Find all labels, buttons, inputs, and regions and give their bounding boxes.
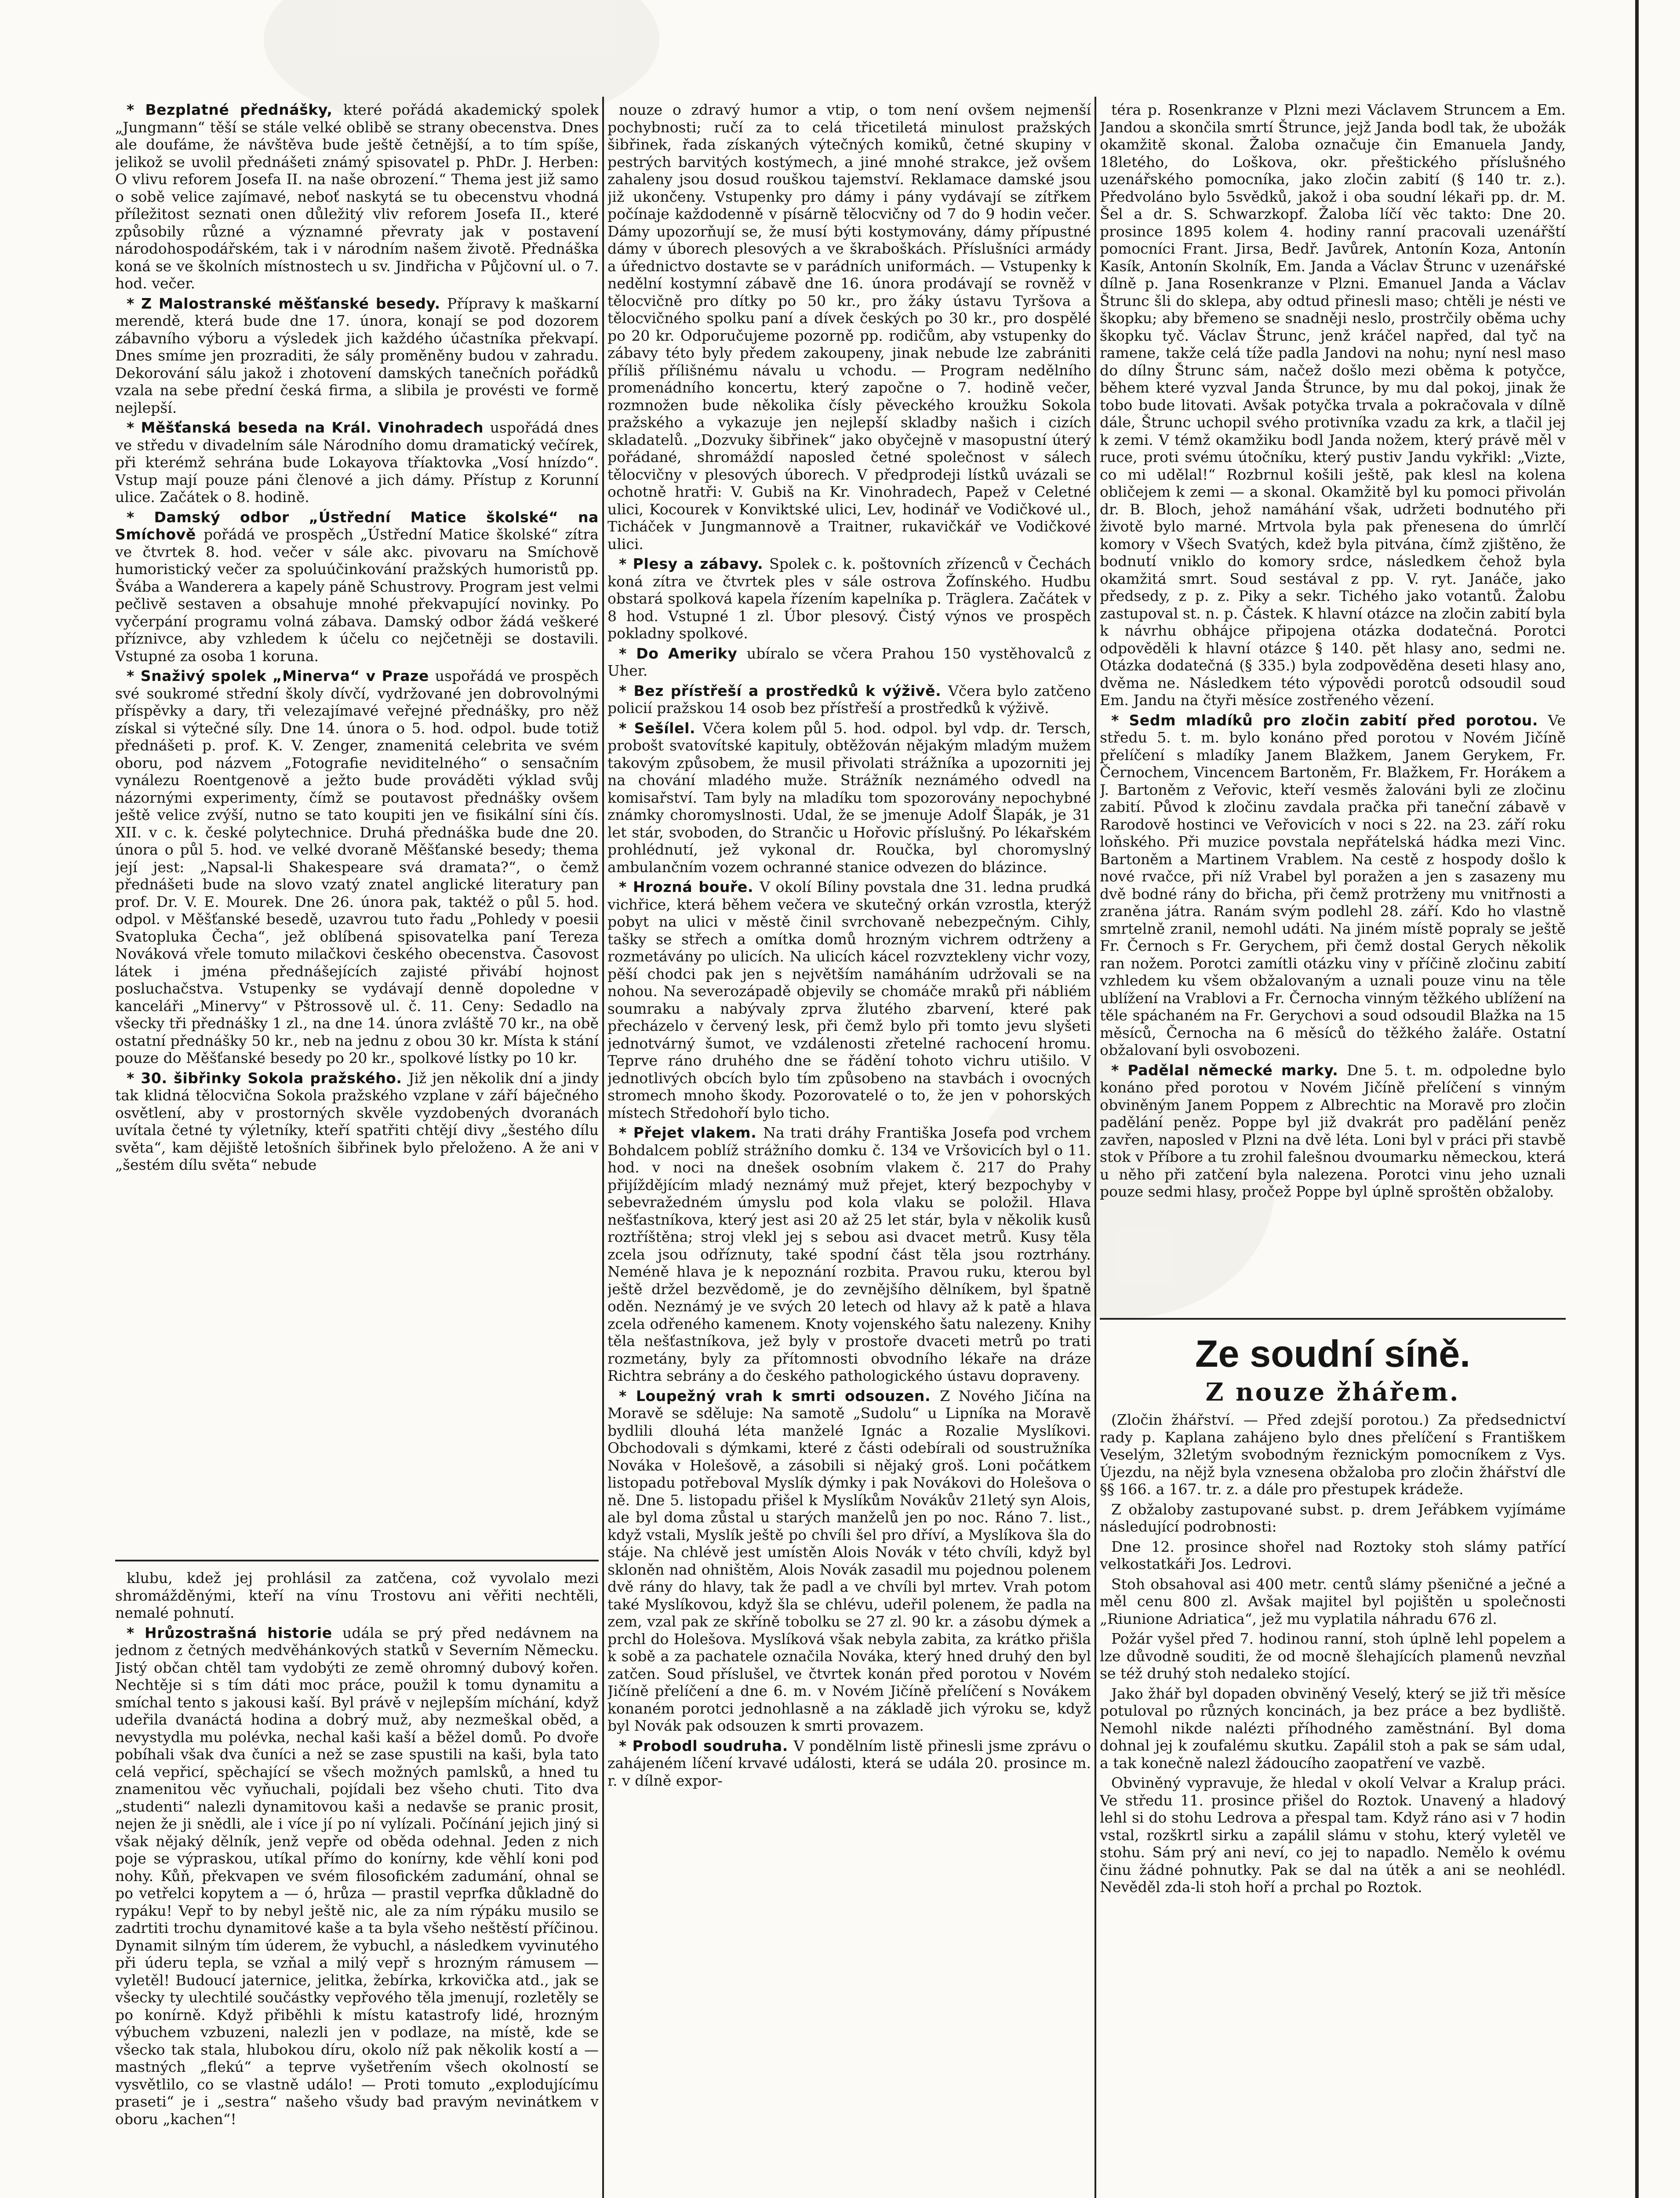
news-headline: * Sešílel. bbox=[619, 719, 703, 737]
news-headline: * Přejet vlakem. bbox=[619, 1124, 764, 1141]
news-text: Z obžaloby zastupované subst. p. drem Jeřábkem vyjímáme následující podrobnosti: bbox=[1100, 1500, 1566, 1535]
news-text: Dne 12. prosince shořel nad Roztoky stoh slámy patřící velkostatkáři Jos. Ledrovi. bbox=[1100, 1538, 1566, 1572]
column-3-court-section bbox=[1100, 1328, 1566, 2198]
news-text: (Zločin žhářství. — Před zdejší porotou.) Za předsednictví rady p. Kaplana zahájeno bylo dnes přelíčení s Františkem Veselým, 32letým svobodným řeznickým pomocníkem z Vys. Újezdu, na nějž byla vznesena obžaloba pro zločin žhářství dle §§ 166. a 167. tr. z. a dále pro přestupek krádeže. bbox=[1100, 1411, 1566, 1498]
news-headline: * Sedm mladíků pro zločin zabití před porotou. bbox=[1111, 711, 1548, 729]
news-item bbox=[115, 295, 599, 417]
news-item bbox=[1100, 101, 1566, 709]
news-headline: * Z Malostranské měšťanské besedy. bbox=[127, 295, 447, 312]
news-headline: * Hrozná bouře. bbox=[619, 878, 760, 895]
column-2 bbox=[607, 101, 1091, 2198]
news-text: uspořádá ve prospěch své soukromé střední školy dívčí, vydržované jen dobrovolnými příspěvky a dary, tři velezajímavé veřejné přednášky, pro něž získal si výtečné síly. Dne 14. února o 5. hod. odpol. bude totiž přednášeti p. prof. K. V. Zenger, znamenitá celebrita ve svém oboru, pod názvem „Fotografie neviditelného“ o sensačním vynálezu Roentgenově a ježto bude prováděti výklad svůj názornými experimenty, čímž se poutavost přednášky ovšem ještě velice zvýší, nutno se tato koupiti jen ve fisikální síni čís. XII. v c. k. české polytechnice. Druhá přednáška bude dne 20. února o půl 5. hod. ve velké dvoraně Měšťanské besedy; thema její jest: „Napsal-li Shakespeare svá dramata?“, o čemž přednášeti bude na slovo vzatý znatel anglické literatury pan prof. Dr. V. E. Mourek. Dne 26. února pak, taktéž o půl 5. hod. odpol. v Měšťanské besedě, uzavrou tuto řadu „Pohledy v poesii Svatopluka Čecha“, jež oblíbená spisovatelka paní Tereza Nováková vřele tomuto milačkovi českého obecenstva. Časovost látek i jména přednášejících zajisté přivábí hojnost posluchačstva. Vstupenky se vydávají denně dopoledne v kanceláři „Minervy“ v Pštrossově ul. č. 11. Ceny: Sedadlo na všecky tři přednášky 1 zl., na dne 14. února zvláště 70 kr., na obě ostatní přednášky 50 kr., neb na jednu z obou 30 kr. Místa k stání pouze do Měšťanské besedy po 20 kr., spolkové lístky po 10 kr. bbox=[115, 667, 599, 1066]
news-headline: * Padělal německé marky. bbox=[1111, 1061, 1347, 1079]
section-divider bbox=[1100, 1318, 1566, 1320]
news-item bbox=[115, 1569, 599, 1622]
news-headline: * Plesy a zábavy. bbox=[619, 555, 770, 572]
news-item bbox=[1100, 1774, 1566, 1896]
news-text: Včera kolem půl 5. hod. odpol. byl vdp. dr. Tersch, probošt svatovítské kapituly, obtěžován nějakým mladým mužem takovým způsobem, že musil přivolati strážníka a upozorniti jej na chování mladého muže. Strážník neznámého odvedl na komisařství. Tam byly na mladíku tom spozorovány nepochybné známky choromyslnosti. Udal, že se jmenuje Adolf Šlapák, je 31 let stár, svoboden, do Strančic u Hořovic příslušný. Po lékařském prohlédnutí, jež vykonal dr. Roučka, byl choromyslný ambulančním vozem ochranné stanice odvezen do blázince. bbox=[607, 719, 1091, 876]
news-text: Požár vyšel před 7. hodinou ranní, stoh úplně lehl popelem a lze důvodně souditi, že od mocně šlehajících plamenů nevzňal se též druhý stoh nedaleko stojící. bbox=[1100, 1630, 1566, 1682]
column-divider bbox=[1095, 97, 1096, 2198]
news-item bbox=[1100, 1062, 1566, 1201]
news-item bbox=[607, 101, 1091, 553]
news-headline: * Bez přístřeší a prostředků k výživě. bbox=[619, 682, 948, 699]
news-item bbox=[607, 720, 1091, 876]
news-item bbox=[1100, 1630, 1566, 1682]
news-item bbox=[607, 1387, 1091, 1735]
news-item bbox=[607, 645, 1091, 680]
news-text: Dne 5. t. m. odpoledne bylo konáno před porotou v Novém Jičíně přelíčení s vinným obviněným Janem Poppem z Albrechtic na Moravě pro zločin padělání peněz. Poppe byl již dvakrát pro padělání peněz zavřen, naposled v Plzni na dvě léta. Loni byl v práci při stavbě stok v Příbore a tu zrohil falešnou dvoumarku německou, která u něho při zatčení byla nalezena. Porotci vinu jeho uznali pouze sedmi hlasy, pročež Poppe byl úplně sproštěn obžaloby. bbox=[1100, 1061, 1566, 1200]
section-title: Ze soudní síně. bbox=[1195, 1333, 1470, 1375]
news-text: udála se prý před nedávnem na jednom z četných medvěhánkových statků v Severním Německu. Jistý občan chtěl tam vydobýti ze země ohromný dubový kořen. Nechtěje si s tím dáti moc práce, použil k tomu dynamitu a smíchal tento s jakousi kaší. Byl právě v nejlepším míchání, když udeřila dvanáctá hodina a dobrý muž, aby nezmeškal oběd, a nevystydla mu polévka, nechal kaši kaší a běžel domů. Po dvoře pobíhali však dva čuníci a než se zase spustili na kaši, byla tato celá vepřicí, spěchající se všech možných pamlsků, a hned tu znamenitou věc vyňuchali, pojídali bez všeho chuti. Tito dva „studenti“ nalezli dynamitovou kaši a nedavše se pranic prosit, nejen že ji snědli, ale i více jí po ní vylízali. Počínání jejich jiný si však nějaký dělník, jenž vepře od oběda odehnal. Jeden z nich poje se výpraskou, utíkal přímo do konírny, kde věhlí koni pod nohy. Kůň, překvapen ve svém filosofickém zadumání, ohnal se po vetřelci kopytem a — ó, hrůza — prastil veprfka důkladně do rypáku! Vepř to by nebyl ještě nic, ale za ním rýpáku musilo se zadrtiti trochu dynamitové kaše a ta byla všeho neštěstí příčinou. Dynamit silným tím úderem, že vybuchl, a následkem vyvinutého při úderu tepla, se vzňal a milý vepř s hrozným rámusem — vyletěl! Budoucí jaternice, jelitka, žebírka, krkovička atd., jak se všecky ty ulechtilé součástky vepřového těla jmenují, rozletěly se po konírně. Když přiběhli k místu katastrofy lidé, hrozným výbuchem vzbuzeni, nalezli jen v podlaze, na místě, kde se všecko tak stala, hlubokou díru, okolo níž pak několik kostí a — mastných „flekú“ a teprve vyšetřením všech okolností se vysvětlilo, co se vlastně událo! — Proti tomuto „explodujícímu praseti“ je i „sestra“ našeho všudy bad pravým nevinátkem v oboru „kachen“! bbox=[115, 1624, 599, 2128]
news-text: Na trati dráhy Františka Josefa pod vrchem Bohdalcem poblíž strážního domku č. 134 ve Vršovicích byl o 11. hod. v noci na dnešek osobním vlakem č. 217 do Prahy přijíždějícím mladý neznámý muž přejet, který bezpochyby v sebevražedném úmyslu pod kola vlaku se položil. Hlava nešťastníkova, který jest asi 20 až 25 let stár, byla v několik kusů roztříštěna; stroj vlekl jej s sebou asi dvacet metrů. Kusy těla zcela jsou odříznuty, také spodní část těla jsou roztrhány. Neméně hlava je k nepoznání rozbita. Pravou ruku, kterou byl ještě držel bezvědomě, je do zevnějšího dělníkem, byl špatně oděn. Neznámý je ve svých 20 letech od hlavy až k patě a hlava zcela odřeného kamenem. Knoty vojenského šatu nalezeny. Knihy těla nešťastníkova, jež byly v prostoře dvaceti metrů po trati rozmetány, byly za přítomnosti obvodního lékaře na dráze Richtra sebrány a do českého pathologického ústavu dopraveny. bbox=[607, 1124, 1091, 1384]
news-text: Již jen několik dní a jindy tak klidná tělocvična Sokola pražského vzplane v září báječného osvětlení, aby v prostorných skvěle vyzdobených dvoranách uvítala četné ty výletníky, kteří spatřiti chtějí divy „šestého dílu světa“, kam dějiště letošních šibřinek bylo přeloženo. A že ani v „šestém dílu světa“ nebude bbox=[115, 1069, 599, 1173]
news-text: Z Nového Jičína na Moravě se sděluje: Na samotě „Sudolu“ u Lipníka na Moravě bydlili dlouhá léta manželé Ignác a Rozalie Myslíkovi. Obchodovali s dýmkami, které z části odebírali od soustružníka Nováka v Holešově, a zásobili si nějaký groš. Loni počátkem listopadu potřeboval Myslík dýmky i pak Novákovi do Holešova o ně. Dne 5. listopadu přišel k Myslíkům Novákův 21letý syn Alois, ale byl doma zůstal u starých manželů jen po noc. Ráno 7. list., když vstali, Myslík ještě po chvíli šel pro dříví, a Myslíkova šla do stáje. Na chlévě jest umístěn Alois Novák v této chvíli, když byl skloněn nad ohništěm, Alois Novák zasadil mu pojednou polenem dvě rány do hlavy, tak že padl a ve chvíli byl mrtev. Vrah potom také Myslíkovou, když šla se chlévu, udeřil polenem, že padla na zem, vzal pak ze skříně tobolku se 27 zl. 90 kr. a zásobu dýmek a prchl do Holešova. Myslíková však nebyla zabita, za krátko přišla k sobě a za pachatele označila Nováka, který hned druhý den byl zatčen. Soud příslušel, ve čtvrtek konán před porotou v Novém Jičíně přelíčení a dne 6. m. v Novém Jičíně přelíčení s Novákem konaném porotci jednohlasně a na základě jich výroku se, když byl Novák pak odsouzen k smrti provazem. bbox=[607, 1387, 1091, 1734]
court-articles bbox=[1100, 1411, 1566, 1896]
news-text: klubu, kdež jej prohlásil za zatčena, což vyvolalo mezi shromážděnými, kteří na vínu Trostovu ani věřiti nechtěli, nemalé pohnutí. bbox=[115, 1569, 599, 1621]
news-item bbox=[115, 419, 599, 506]
news-item bbox=[607, 555, 1091, 642]
news-headline: * Snaživý spolek „Minerva“ v Praze bbox=[127, 667, 435, 684]
section-subtitle: Z nouze žhářem. bbox=[1205, 1378, 1460, 1407]
news-text: Přípravy k maškarní merendě, která bude dne 17. února, konají se pod dozorem zábavního výboru a výsledek jich každého účastníka překvapí. Dnes smíme jen prozraditi, že sály proměněny budou v zahradu. Dekorování sálu jakož i zhotovení damských tanečních pořádků vzala na sebe přední česká firma, a slibila je provésti ve formě nejlepší. bbox=[115, 295, 599, 416]
news-text: Stoh obsahoval asi 400 metr. centů slámy pšeničné a ječné a měl cenu 800 zl. Avšak majitel byl pojištěn u společnosti „Riunione Adriatica“, jež mu vyplatila náhradu 676 zl. bbox=[1100, 1575, 1566, 1627]
news-text: uspořádá dnes ve středu v divadelním sále Národního domu dramatický večírek, při kterémž sehrána bude Lokayova tříaktovka „Vosí hnízdo“. Vstup mají pouze páni členové a jich dámy. Přístup z Korunní ulice. Začátek o 8. hodině. bbox=[115, 419, 599, 506]
column-divider bbox=[602, 97, 604, 2198]
news-item bbox=[115, 1070, 599, 1174]
page-edge bbox=[1635, 0, 1639, 2198]
news-item bbox=[607, 682, 1091, 717]
news-text: Včera bylo zatčeno policií pražskou 14 osob bez přístřeší a prostředků k výživě. bbox=[607, 682, 1091, 717]
news-text: ubíralo se včera Prahou 150 vystěhovalců z Uher. bbox=[607, 644, 1091, 679]
news-item bbox=[1100, 1576, 1566, 1628]
news-item bbox=[1100, 1501, 1566, 1536]
news-item bbox=[607, 878, 1091, 1121]
news-item bbox=[607, 1737, 1091, 1790]
news-item bbox=[1100, 1411, 1566, 1498]
news-text: Obviněný vypravuje, že hledal v okolí Velvar a Kralup práci. Ve středu 11. prosince přišel do Roztok. Unavený a hladový lehl si do stohu Ledrova a přespal tam. Když ráno asi v 7 hodin vstal, rozškrtl sirku a zapálil slámu v stohu, který vyletěl ve stohu. Sám prý ani neví, co jej to napadlo. Nemělo k ovému činu žádné pohnutky. Pak se dal na útěk a ani se neohlédl. Nevěděl zda-li stoh hoří a prchal po Roztok. bbox=[1100, 1774, 1566, 1896]
column-1-lower bbox=[115, 1569, 599, 2198]
news-headline: * 30. šibřinky Sokola pražského. bbox=[127, 1069, 409, 1087]
news-headline: * Bezplatné přednášky, bbox=[127, 101, 344, 118]
news-item bbox=[115, 509, 599, 665]
column-3 bbox=[1100, 101, 1566, 1270]
news-item bbox=[1100, 712, 1566, 1059]
news-text: V okolí Bíliny povstala dne 31. ledna prudká vichřice, která během večera ve skutečný orkán vzrostla, kterýž pobyt na ulici v městě činil svrchovaně nebezpečným. Cihly, tašky se střech a omítka domů hrozným vichrem odtrženy a rozmetávány po ulicích. Na ulicích kácel rozvztekleny vichr vozy, pěší chodci pak jen s největším namáháním udržovali se na nohou. Na severozápadě objevily se chomáče mraků při nábliém soumraku a nabývaly zprva žlutého zbarvení, které pak přecházelo v červený lesk, při čemž bylo při tomto jevu slyšeti jednotvárný šumot, ve vzdálenosti zřetelné rachocení hromu. Teprve ráno druhého dne se řádění tohoto vichru utišilo. V jednotlivých obcích bylo tím způsobeno na stavbách i ovocných stromech mnoho škody. Pozorovatelé o to, že jen v pohorských místech Středohoří bylo ticho. bbox=[607, 878, 1091, 1121]
news-text: téra p. Rosenkranze v Plzni mezi Václavem Struncem a Em. Jandou a skončila smrtí Štrunce, jejž Janda bodl tak, že ubožák okamžitě skonal. Žaloba označuje čin Emanuela Jandy, 18letého, do Loškova, okr. přeštického příslušného uzenářského pomocníka, jako zločin zabití (§ 140 tr. z.). Předvoláno bylo 5svědků, jakož i oba soudní lékaři pp. dr. M. Šel a dr. S. Schwarzkopf. Žaloba líčí věc takto: Dne 20. prosince 1895 kolem 4. hodiny ranní pracovali uzenářští pomocníci Frant. Jirsa, Bedř. Javůrek, Antonín Koza, Antonín Kasík, Antonín Skolník, Em. Janda a Václav Štrunc v uzenářské dílně p. Jana Rosenkranze v Plzni. Emanuel Janda a Václav Štrunc šli do sklepa, aby odtud přinesli maso; chtěli je nésti ve škopku; aby břemeno se snadněji neslo, prostrčily oběma uchy škopku tyč. Václav Štrunc, jenž kráčel napřed, dal tyč na ramene, takže celá tíže padla Jandovi na nohu; nyní nesl maso do dílny Štrunc sám, načež došlo mezi oběma k potyčce, během které vyzval Janda Štrunce, by mu dal pokoj, jinak že tobo bude litovati. Avšak potyčka trvala a pokračovala v dílně dále, Štrunc uchopil svého protivníka vzadu za krk, a tlačil jej k zemi. V témž okamžiku bodl Janda nožem, který právě měl v ruce, proti svému útočníku, který pustiv Jandu vykřikl: „Vizte, co mi udělal!“ Rozbrnul košili ještě, pak klesl na kolena obličejem k zemi — a skonal. Okamžitě byl ku pomoci přivolán dr. B. Bloch, jehož namáhání však, udržeti bodnutého při životě bylo marné. Mrtvola byla pak přenesena do úmrlčí komory v Všech Svatých, kdež byla pitvána, čímž zjištěno, že bodnutí vniklo do komory srdce, následkem čehož byla okamžitá smrt. Soud sestával z pp. V. ryt. Janáče, jako předsedy, z p. z. Piky a sekr. Tichého jako votantů. Žalobu zastupoval st. n. p. Částek. K hlavní otázce na zločin zabití byla k návrhu obhájce připojena otázka dodatečná. Porotci odpověděli k hlavní otázce § 140. pět hlasy ano, sedmi ne. Otázka dodatečná (§ 335.) byla zodpověděna deseti hlasy ano, dvěma ne. Následkem této výpovědi porotců odsoudil soud Em. Jandu na čtyři měsíce zostřeného vězení. bbox=[1100, 101, 1566, 709]
news-item bbox=[115, 667, 599, 1067]
news-headline: * Probodl soudruha. bbox=[619, 1737, 794, 1754]
news-item bbox=[115, 1624, 599, 2128]
news-text: Jako žhář byl dopaden obviněný Veselý, který se již tři měsíce potuloval po různých koncinách, ja bez práce a bez bydliště. Nemohl nikde nalézti příhodného zaměstnání. Byl doma dohnal jej k zoufalému skutku. Zapálil stoh a pak se sám udal, a tak konečně nalezl žádoucího zaopatření ve vazbě. bbox=[1100, 1685, 1566, 1772]
news-item bbox=[115, 101, 599, 292]
news-item bbox=[1100, 1538, 1566, 1573]
news-headline: * Měšťanská beseda na Král. Vinohradech bbox=[127, 419, 490, 436]
news-text: pořádá ve prospěch „Ústřední Matice školské“ zítra ve čtvrtek 8. hod. večer v sále akc. pivovaru na Smíchově humoristický večer za spoluúčinkování pražských humoristů pp. Švába a Wanderera a kapely páně Schustrovy. Program jest velmi pečlivě sestaven a obsahuje mnohé překvapující novinky. Po vyčerpání programu volná zábava. Damský odbor žádá veškeré příznivce, aby vzhledem k účelu co nejčetněji se dostavili. Vstupné za osoba 1 koruna. bbox=[115, 526, 599, 665]
news-headline: * Damský odbor „Ústřední Matice školské“ na Smíchově bbox=[115, 508, 599, 543]
news-text: které pořádá akademický spolek „Jungmann“ těší se stále velké oblibě se strany obecenstva. Dnes ale doufáme, že návštěva bude ještě četnější, a to tím spíše, jelikož se uvolil přednášeti známý spisovatel p. PhDr. J. Herben: O vlivu reforem Josefa II. na naše obrození.“ Thema jest již samo o sobě velice zajímavé, neboť naskytá se tu obecenstvu vhodná příležitost seznati onen důležitý vliv reforem Josefa II., které způsobily různé a významné převraty jak v postavení národohospodářském, tak i v národním našem životě. Přednáška koná se ve školních místnostech u sv. Jindřicha v Půjčovní ul. o 7. hod. večer. bbox=[115, 101, 599, 292]
column-1 bbox=[115, 101, 599, 1552]
news-text: Spolek c. k. poštovních zřízenců v Čechách koná zítra ve čtvrtek ples v sále ostrova Žofínského. Hudbu obstará spolková kapela řízením kapelníka p. Träglera. Začátek v 8 hod. Vstupné 1 zl. Úbor plesový. Čistý výnos ve prospěch pokladny spolkové. bbox=[607, 555, 1091, 642]
news-headline: * Hrůzostrašná historie bbox=[127, 1624, 342, 1641]
news-headline: * Do Ameriky bbox=[619, 644, 747, 662]
news-headline: * Loupežný vrah k smrti odsouzen. bbox=[619, 1387, 940, 1405]
news-item bbox=[607, 1124, 1091, 1385]
news-text: Ve středu 5. t. m. bylo konáno před porotou v Novém Jičíně přelíčení s mladíky Janem Blažkem, Janem Gerykem, Fr. Černochem, Vincencem Bartoněm, Fr. Blažkem, Fr. Horákem a J. Bartoněm z Veřovic, kteří vesměs žalováni byli ze zločinu zabití. Původ k zločinu zavdala pračka při taneční zábavě v Rarodově hostinci ve Veřovicích v noci s 22. na 23. září roku loňského. Při muzice povstala nepřátelská hádka mezi Vinc. Bartoněm a Martinem Vrablem. Na cestě z hospody došlo k nové rvačce, při níž Vrabel byl poražen a jen s zasazeny mu dvě bodné rány do břicha, při čemž protrženy mu vnitřnosti a zraněna játra. Ranám svým podlehl 28. září. Kdo ho vlastně smrtelně zranil, nemohl udáti. Na jiném místě popraly se ještě Fr. Černoch s Fr. Gerychem, při čemž dostal Gerych několik ran nožem. Porotci zamítli otázku viny v příčině zločinu zabití vzhledem ku všem obžalovaným a uznali pouze vinu na těle ublížení na Vrablovi a Fr. Černocha vinným těžkého ublížení na těle spáchaném na Fr. Gerychovi a soud odsoudil Blažka na 15 měsíců, Černocha na 6 měsíců do těžkého žaláře. Ostatní obžalovaní byli osvobozeni. bbox=[1100, 711, 1566, 1059]
news-text: V pondělním listě přinesli jsme zprávu o zahájeném líčení krvavé události, která se udála 20. prosince m. r. v dílně expor- bbox=[607, 1737, 1091, 1789]
news-text: nouze o zdravý humor a vtip, o tom není ovšem nejmenší pochybnosti; ručí za to celá třicetiletá minulost pražských šibřinek, řada získaných výtečných komiků, četné skupiny v pestrých barvitých kostýmech, a jiné mnohé strakce, jež ovšem zahaleny jsou dosud rouškou tajemství. Reklamace damské jsou již ukončeny. Vstupenky pro dámy i pány vydávají se zítřkem počínaje každodenně v písárně tělocvičny od 7 do 9 hodin večer. Dámy upozorňují se, že musí býti kostymovány, dámy přípustné dámy v úborech plesových a ve škraboškách. Příslušníci armády a úřednictvo dostavte se v parádních uniformách. — Vstupenky k nedělní kostymní zábavě dne 16. února prodávají se rovněž v tělocvičně pro dítky po 50 kr., pro žáky ústavu Tyršova a tělocvičného spolku paní a dívek českých po 30 kr., pro dospělé po 20 kr. Odporučujeme pozorně pp. rodičům, aby vstupenky do zábavy této byly předem zakoupeny, jinak nebude lze zabrániti příliš přílišnému návalu u vchodu. — Program nedělního promenádního koncertu, který započne o 7. hodině večer, rozmnožen bude několika čísly pěveckého kroužku Sokola pražského a vykazuje jen nejlepší skladby našich i cizích skladatelů. „Dozvuky šibřinek“ jako obyčejně v masopustní úterý pořádané, shromáždí naposled četné společnost v sálech tělocvičny v plesových úborech. V předprodeji lístků uvázali se ochotně hratři: V. Gubiš na Kr. Vinohradech, Papež v Celetné ulici, Kocourek v Konviktské ulici, Lev, hodinář ve Vodičkové ul., Ticháček v Jungmannově a Traitner, rukavičkář ve Vodičkové ulici. bbox=[607, 101, 1091, 553]
news-item bbox=[1100, 1685, 1566, 1772]
section-divider bbox=[115, 1560, 599, 1561]
